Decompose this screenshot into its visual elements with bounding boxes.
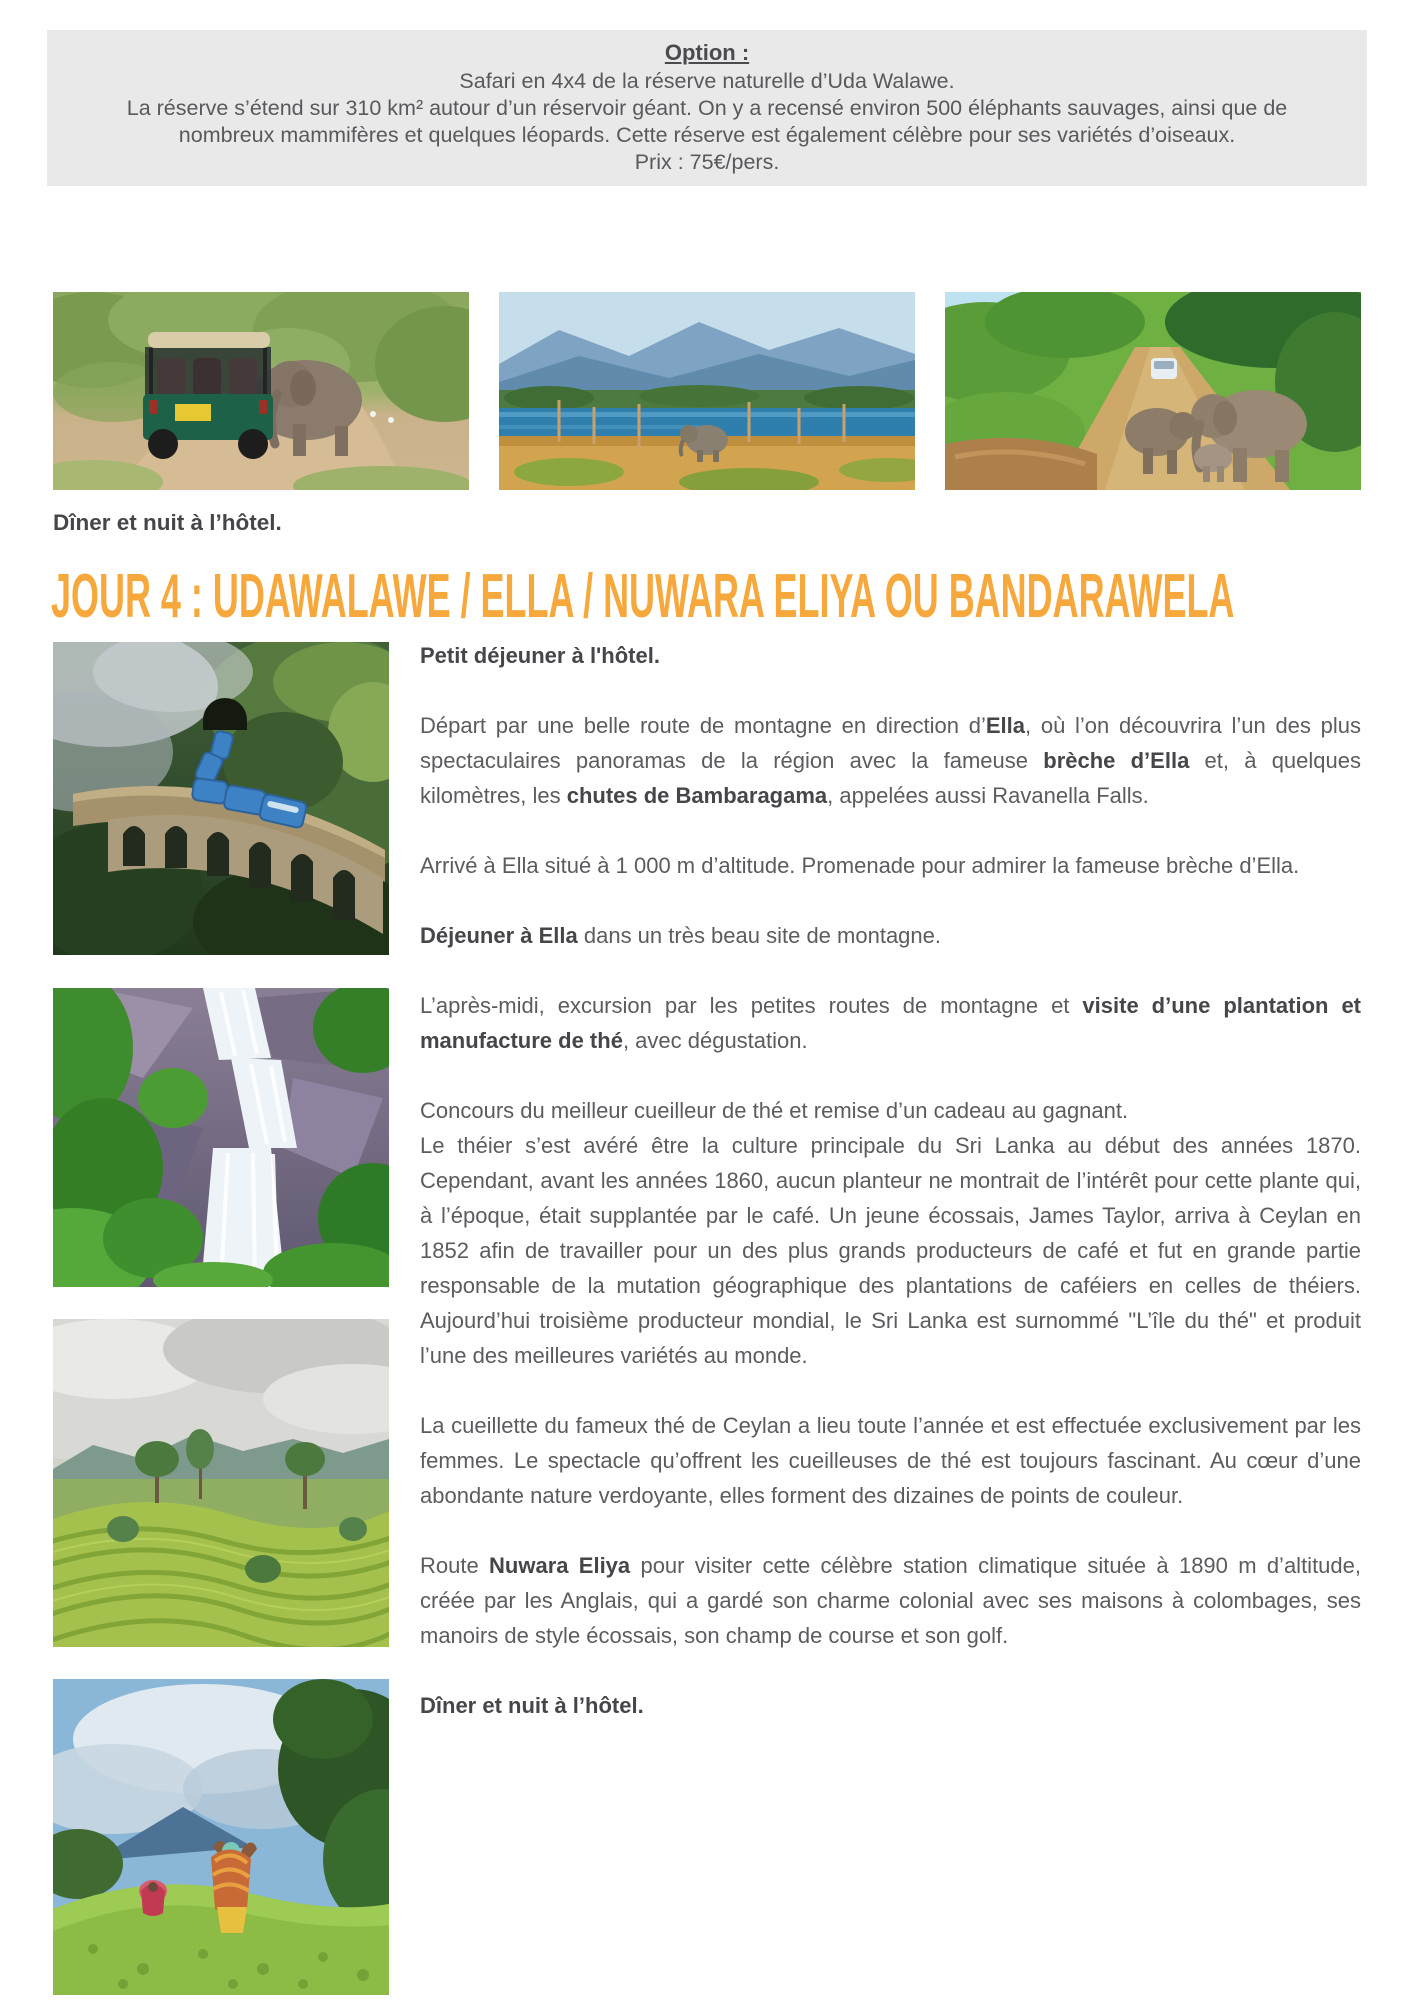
itinerary-text — [420, 638, 1361, 1723]
tea-picker-figure-left — [139, 1880, 167, 1916]
elephant-herd-crossing-road-photo — [945, 292, 1361, 490]
nine-arches-bridge-train-photo — [53, 642, 389, 955]
udawalawe-reservoir-elephant-photo — [499, 292, 915, 490]
itinerary-paragraph: Route Nuwara Eliya pour visiter cette célèbre station climatique située à 1890 m d’altitude, créée par les Anglais, qui a gardé son charme colonial avec ses maisons à colombages, ses manoirs de style écossais, son champ de course et son golf. — [420, 1553, 1361, 1648]
itinerary-paragraph: La cueillette du fameux thé de Ceylan a lieu toute l’année et est effectuée exclusivement par les femmes. Le spectacle qu’offrent les cueilleuses de thé est toujours fascinant. Au cœur d’une abondante nature verdoyante, elles forment des dizaines de points de couleur. — [420, 1413, 1361, 1508]
option-box-title: Option : — [664, 40, 750, 65]
itinerary-paragraph: Arrivé à Ella situé à 1 000 m d’altitude. Promenade pour admirer la fameuse brèche d’Ella. — [420, 853, 1300, 878]
itinerary-paragraph: L’après-midi, excursion par les petites routes de montagne et visite d’une plantation et manufacture de thé, avec dégustation. — [420, 993, 1362, 1053]
itinerary-paragraph: Départ par une belle route de montagne en direction d’Ella, où l’on découvrira l’un des plus spectaculaires panoramas de la région avec la fameuse brèche d’Ella et, à quelques kilomètres, les chutes de Bambaragama, appelées aussi Ravanella Falls. — [420, 713, 1362, 808]
option-box-body: La réserve s’étend sur 310 km² autour d’un réservoir géant. On y a recensé environ 500 éléphants sauvages, ainsi que de nombreux mammifères et quelques léopards. Cette réserve est également célèbre pour ses variétés d’oiseaux. — [126, 96, 1288, 147]
itinerary-paragraph: Concours du meilleur cueilleur de thé et remise d’un cadeau au gagnant. — [420, 1098, 1129, 1123]
option-box-price: Prix : 75€/pers. — [634, 150, 780, 174]
ravana-falls-waterfall-photo — [53, 988, 389, 1287]
tea-plantation-hills-photo — [53, 1319, 389, 1647]
itinerary-paragraph: Déjeuner à Ella dans un très beau site de montagne. — [420, 923, 941, 948]
tea-pickers-photo — [53, 1679, 389, 1995]
option-box-line1: Safari en 4x4 de la réserve naturelle d’Uda Walawe. — [459, 69, 955, 93]
itinerary-paragraph: Le théier s’est avéré être la culture principale du Sri Lanka au début des années 1870. Cependant, avant les années 1860, aucun planteur ne montrait de l’intérêt pour cette plante qui, à l’époque, était supplantée par le café. Un jeune écossais, James Taylor, arriva à Ceylan en 1852 afin de travailler pour un des plus grands producteurs de café et fut en grande partie responsable de la mutation géographique des plantations de caféiers en celles de théiers. Aujourd’hui troisième producteur mondial, le Sri Lanka est surnommé "L’île du thé" et produit l’une des meilleures variétés au monde. — [420, 1133, 1361, 1368]
itinerary-paragraph: Petit déjeuner à l'hôtel. — [420, 643, 660, 668]
day4-heading: JOUR 4 : UDAWALAWE / ELLA / NUWARA ELIYA OU BANDARAWELA — [51, 562, 1235, 631]
itinerary-paragraph: Dîner et nuit à l’hôtel. — [420, 1693, 644, 1718]
option-box — [47, 30, 1367, 186]
top-photo-gallery — [53, 292, 1361, 490]
dinner-note: Dîner et nuit à l’hôtel. — [53, 510, 282, 535]
safari-jeep-elephant-photo — [53, 292, 469, 490]
